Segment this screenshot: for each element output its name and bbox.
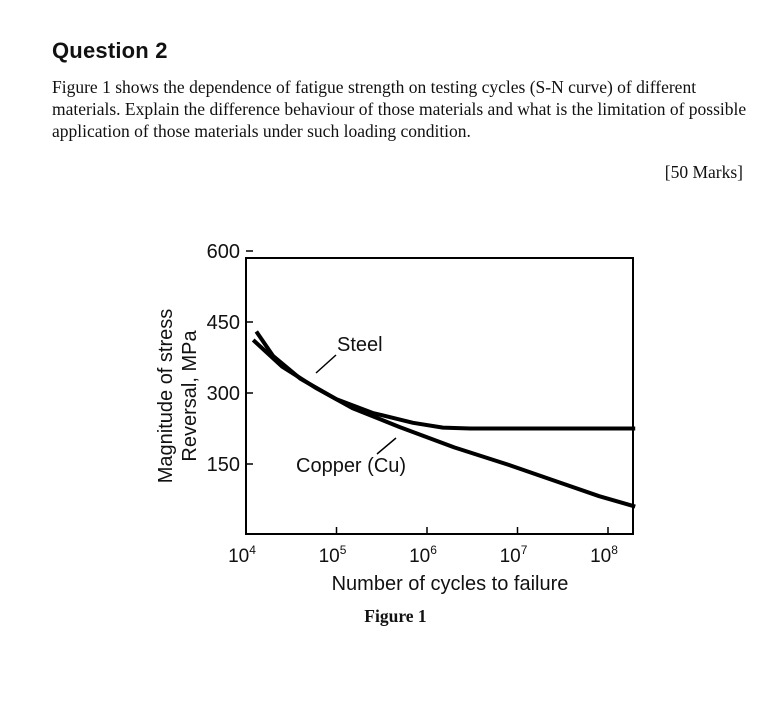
x-tick-label-6: $10^6$ [409, 543, 437, 567]
steel-curve [256, 332, 635, 429]
x-axis-label: Number of cycles to failure [331, 573, 569, 595]
sn-curve-chart [140, 228, 660, 608]
figure-caption-wrap [0, 606, 781, 627]
marks-label: [50 Marks] [664, 162, 743, 182]
steel-leader-line [316, 355, 336, 373]
question-body: Figure 1 shows the dependence of fatigue strength on testing cycles (S-N curve) of different materials. Explain the difference behaviour of those materials and what is the limitation of possible application of those materials under such loading condition. [52, 77, 747, 141]
copper-leader-line [377, 438, 396, 454]
y-axis-label-line2: Reversal, MPa [179, 330, 201, 462]
x-tick-label-4: $10^4$ [228, 543, 256, 567]
x-tick-label-7: $10^7$ [499, 543, 528, 567]
steel-label: Steel [337, 334, 383, 356]
plot-frame [246, 258, 633, 534]
y-axis-label-line1: Magnitude of stress [155, 308, 177, 484]
copper-label: Copper (Cu) [296, 455, 407, 477]
copper-curve [253, 340, 635, 507]
y-tick-label-600: 600 [206, 241, 240, 263]
x-tick-label-5: $10^5$ [318, 543, 347, 567]
x-tick-label-8: $10^8$ [590, 543, 618, 567]
y-tick-label-450: 450 [206, 312, 240, 334]
figure-caption: Figure 1 [364, 606, 427, 626]
y-tick-label-150: 150 [206, 454, 240, 476]
y-tick-label-300: 300 [206, 383, 240, 405]
question-title: Question 2 [52, 38, 168, 63]
